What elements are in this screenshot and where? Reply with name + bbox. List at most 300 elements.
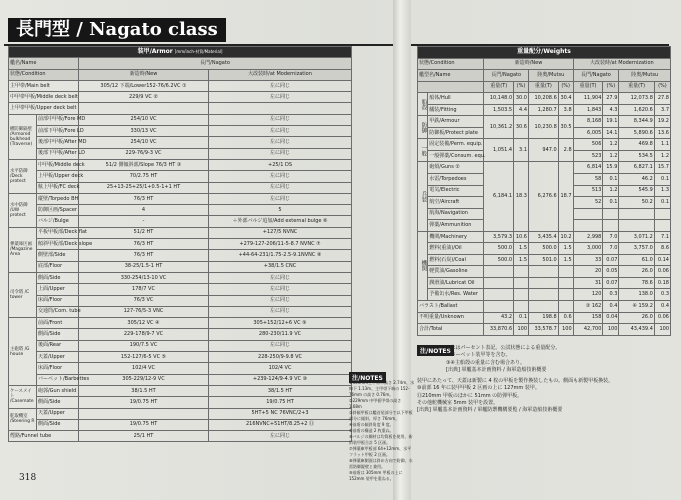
weights-row xyxy=(418,312,671,324)
armor-mod-value: 5 xyxy=(209,205,352,216)
armor-new-value: 178/7 VC xyxy=(79,284,209,295)
armor-sub-label: 交通筒/Com. tube xyxy=(37,306,79,317)
armor-new-value: 102/4 VC xyxy=(79,363,209,374)
armor-new-value: 25/1 HT xyxy=(79,431,209,442)
armor-mod-value: 左に同じ xyxy=(209,126,352,137)
armor-mod-value: 左に同じ xyxy=(209,92,352,103)
weights-mutsu-mod: 陸奥/Mutsu xyxy=(619,70,671,82)
armor-group-label: ケースメイト /Casemate xyxy=(9,385,37,408)
weights-value: 2,998 xyxy=(573,231,603,243)
armor-new-value: 229-178/9-7 VC xyxy=(79,329,209,340)
armor-band xyxy=(9,47,352,58)
weights-value xyxy=(558,289,573,301)
armor-sub-label: 後部中甲板/After MD xyxy=(37,137,79,148)
weights-value: 6,276.6 xyxy=(529,162,559,231)
armor-new-value xyxy=(79,103,209,114)
weights-value: 8,168 xyxy=(573,116,603,128)
armor-row xyxy=(9,80,352,91)
armor-new-value: 25+13-25+25/1+0.5-1+1 HT xyxy=(79,182,209,193)
armor-group-label: 司令塔 /C tower xyxy=(9,272,37,317)
weights-value: 1.3 xyxy=(654,185,670,197)
weights-group-label: 兵装 xyxy=(418,162,428,231)
weights-value: 138.0 xyxy=(619,289,654,301)
armor-row xyxy=(9,250,352,261)
weights-value: 4.3 xyxy=(603,104,619,116)
weights-value: 15.7 xyxy=(654,162,670,174)
armor-new-value: 254/10 VC xyxy=(79,114,209,125)
weights-value: 26.0 xyxy=(619,312,654,324)
armor-new-value: 76/3 HT xyxy=(79,250,209,261)
weights-value: 501.0 xyxy=(529,254,559,266)
armor-group-label: 水中防御 /UW protect xyxy=(9,193,37,227)
weights-unit-t: 重量(T) xyxy=(619,81,654,93)
armor-sub-label: 側面/Side xyxy=(37,272,79,283)
weights-value: 158 xyxy=(573,312,603,324)
weights-value: 50.2 xyxy=(619,197,654,209)
weights-item-label: 一般弾薬/Consum. equ. xyxy=(428,150,484,162)
armor-group-label: 弾薬庫区画 /Magazine Area xyxy=(9,227,37,272)
armor-row xyxy=(9,92,352,103)
armor-sub-label: 縦壁/Torpedo BH xyxy=(37,193,79,204)
weights-item-label: 航海/Navigation xyxy=(428,208,484,220)
armor-band-title: 装甲/Armor xyxy=(137,48,173,56)
weights-value: 58 xyxy=(573,174,603,186)
weights-group-label: 機関 xyxy=(418,231,428,300)
armor-mod-value: 左に同じ xyxy=(209,80,352,91)
armor-group-label: 水平防御 /Deck protect xyxy=(9,159,37,193)
armor-row xyxy=(9,397,352,408)
armor-name-label: 艦名/Name xyxy=(9,58,79,69)
weights-value: 8.6 xyxy=(654,243,670,255)
weights-value: 10,361.2 xyxy=(484,116,514,139)
armor-cond-new: 新造時/New xyxy=(79,69,209,80)
weights-value: 42,700 xyxy=(573,324,603,336)
weights-value xyxy=(514,289,529,301)
armor-mod-value: +239-124/9-4.9 VC ⑩ xyxy=(209,374,352,385)
armor-mod-value: +127/5 NVNC xyxy=(209,227,352,238)
weights-new-label: 新造時/New xyxy=(484,58,573,70)
armor-sub-label: 側面/Side xyxy=(37,397,79,408)
weights-value: 3,000 xyxy=(573,243,603,255)
armor-new-value: 229/9 VC ② xyxy=(79,92,209,103)
armor-mod-value: +38/1.5 CNC xyxy=(209,261,352,272)
weights-value: 100 xyxy=(558,324,573,336)
weights-value: 0.04 xyxy=(603,312,619,324)
weights-nagato-new: 長門/Nagato xyxy=(484,70,529,82)
weights-group-label: 一般 xyxy=(418,139,428,162)
armor-mod-value: 左に同じ xyxy=(209,171,352,182)
armor-row xyxy=(9,239,352,250)
weights-value xyxy=(619,208,654,220)
armor-sub-label: 前面/Front xyxy=(37,318,79,329)
armor-new-value: 305-229/12-9 VC xyxy=(79,374,209,385)
weights-value: 20 xyxy=(573,266,603,278)
armor-new-value: 51/2 側傾斜部/Slope 76/3 HT ③ xyxy=(79,159,209,170)
weights-value: 500.0 xyxy=(484,243,514,255)
weights-value: 43,439.4 xyxy=(619,324,654,336)
armor-new-value: 19/0.75 HT xyxy=(79,397,209,408)
armor-mod-value: 左に同じ xyxy=(209,148,352,159)
weights-item-label: 水雷/Torpedoes xyxy=(428,174,484,186)
weights-value: 18.3 xyxy=(514,162,529,231)
weights-item-label: バラスト/Ballast xyxy=(418,301,484,313)
weights-value xyxy=(484,277,514,289)
weights-value: 198.8 xyxy=(529,312,559,324)
weights-value: 11,904 xyxy=(573,93,603,105)
armor-row xyxy=(9,374,352,385)
armor-row xyxy=(9,137,352,148)
armor-new-value: 190/7.5 VC xyxy=(79,340,209,351)
weights-unit-t: 重量(T) xyxy=(573,81,603,93)
weights-row xyxy=(418,139,671,151)
weights-notes-text: ①水はパーセント表記。公試状態による重量配分。 ②バーベット装甲等を含む。 ③④主船殻の重量に含む場合あり。 [出典] 軍艦基本計画資料 / 海軍造船技術概要 xyxy=(446,345,561,373)
weights-value xyxy=(619,220,654,232)
weights-value: 30.0 xyxy=(514,93,529,105)
armor-row xyxy=(9,318,352,329)
armor-mod-value: 左に同じ xyxy=(209,284,352,295)
weights-value: 534.5 xyxy=(619,150,654,162)
weights-item-label: 予備缶水/Res. Water xyxy=(428,289,484,301)
armor-sub-label: 床面/Floor xyxy=(37,295,79,306)
weights-row xyxy=(418,116,671,128)
weights-value: 0.4 xyxy=(603,301,619,313)
weights-unit-t: 重量(T) xyxy=(484,81,514,93)
armor-notes-left: ①305mm主甲帯の高さ 2.74m、水線下 1.13m、主甲帯下端の 152-76mm の高さ 0.76m。 ②229mm 中甲板甲帯の高さ 1.68m ③斜傾甲板は艦首尾部分で以下甲板部分に傾斜、厚さ 76mm。 ④前盾の傾斜角度 9 度。 ⑤前盾の構造 2 枚重ね。 ⑥バルジの鋼材は均質板を使用、新旧装甲板合計 5 区画。 ⑦弾薬庫甲板部 64+12mm、水平フラット甲板 2 区画。 ⑧弾薬庫側面は斜め方向で防御、水雷防御縦壁と兼用。 ⑨前盾は 305mm 甲板の上に 152mm 装甲を重ねる。 xyxy=(349,380,415,481)
weights-value: 1,280.7 xyxy=(529,104,559,116)
weights-value: 1,503.5 xyxy=(484,104,514,116)
weights-value: 0.1 xyxy=(514,312,529,324)
weights-value: 523 xyxy=(573,150,603,162)
armor-band-unit: [mm/inch-材質/Material] xyxy=(174,49,223,55)
weights-value: ④ 159.2 xyxy=(619,301,654,313)
armor-sub-label: 前部中甲板/Fore MD xyxy=(37,114,79,125)
armor-new-value xyxy=(79,408,209,419)
armor-new-value: 152-127/6-5 VC ⑤ xyxy=(79,352,209,363)
weights-value: 1.5 xyxy=(514,243,529,255)
weights-value: 5,890.6 xyxy=(619,127,654,139)
armor-sub-label: バルジ/Bulge xyxy=(37,216,79,227)
weights-value: 7.0 xyxy=(603,231,619,243)
weights-value: 0.4 xyxy=(654,301,670,313)
weights-value: 78.6 xyxy=(619,277,654,289)
armor-row xyxy=(9,419,352,430)
weights-row xyxy=(418,104,671,116)
armor-mod-value: 左に同じ xyxy=(209,272,352,283)
armor-mod-value: 216NVNC+51HT/8.25+2 ⑪ xyxy=(209,419,352,430)
weights-value: 27.8 xyxy=(654,93,670,105)
weights-value xyxy=(529,277,559,289)
weights-item-label: 潤滑油/Lubricat Oil xyxy=(428,277,484,289)
weights-value: 18.7 xyxy=(558,162,573,231)
armor-mod-value: +44-64-231/1.75-2.5-9.1NVNC ⑧ xyxy=(209,250,352,261)
weights-value: 0.1 xyxy=(603,197,619,209)
weights-value: 0.1 xyxy=(654,174,670,186)
weights-value xyxy=(484,301,514,313)
weights-value xyxy=(603,208,619,220)
weights-value xyxy=(654,208,670,220)
weights-value xyxy=(603,220,619,232)
armor-new-value: 70/2.75 HT xyxy=(79,171,209,182)
weights-value: 19.2 xyxy=(654,116,670,128)
armor-mod-value: 左に同じ xyxy=(209,340,352,351)
weights-value xyxy=(484,266,514,278)
weights-value: 0.06 xyxy=(654,266,670,278)
weights-value: 100 xyxy=(514,324,529,336)
weights-value: 1.2 xyxy=(603,139,619,151)
armor-sub-label: 砲郭/Gun shield xyxy=(37,385,79,396)
weights-value: 3,757.0 xyxy=(619,243,654,255)
weights-item-label: 船体/Hull xyxy=(428,93,484,105)
armor-new-value: 76/3 HT xyxy=(79,239,209,250)
weights-value: 1.2 xyxy=(654,150,670,162)
armor-new-value: 76/3 HT xyxy=(79,193,209,204)
weights-value: 3,579.3 xyxy=(484,231,514,243)
weights-value: 31 xyxy=(573,277,603,289)
weights-value: 0.14 xyxy=(654,254,670,266)
armor-mod-value: 左に同じ xyxy=(209,306,352,317)
armor-row xyxy=(9,340,352,351)
armor-new-value: 229-76/9-3 VC xyxy=(79,148,209,159)
weights-value: 27.9 xyxy=(603,93,619,105)
armor-row xyxy=(9,171,352,182)
armor-new-value: 127-76/5-3 VNC xyxy=(79,306,209,317)
weights-row xyxy=(418,231,671,243)
weights-value: 500.0 xyxy=(529,243,559,255)
armor-new-value: 51/2 HT xyxy=(79,227,209,238)
weights-notes-head: 注/NOTES xyxy=(417,345,454,356)
weights-value: 19.1 xyxy=(603,116,619,128)
weights-value: 4.4 xyxy=(514,104,529,116)
weights-value: 2.8 xyxy=(558,139,573,162)
armor-cond-label: 状態/Condition xyxy=(9,69,79,80)
weights-value: 947.0 xyxy=(529,139,559,162)
armor-group-label: 上甲帯甲板/Upper deck belt xyxy=(9,103,79,114)
armor-row xyxy=(9,306,352,317)
page-header xyxy=(4,18,669,46)
armor-mod-value: 左に同じ xyxy=(209,295,352,306)
weights-value: 7.1 xyxy=(654,231,670,243)
armor-new-value: 330/13 VC xyxy=(79,126,209,137)
weights-value: 0.06 xyxy=(654,312,670,324)
weights-item-label: 軽質油/Gasoline xyxy=(428,266,484,278)
armor-row xyxy=(9,182,352,193)
weights-item-label: 固定装備/Perm. equip. xyxy=(428,139,484,151)
weights-value: 12,073.8 xyxy=(619,93,654,105)
weights-row xyxy=(418,289,671,301)
armor-sub-label: 傾斜甲板部/Deck slope xyxy=(37,239,79,250)
armor-sub-label: 中甲板/Middle deck xyxy=(37,159,79,170)
armor-cond-mod: 大改装時/at Modernization xyxy=(209,69,352,80)
armor-row xyxy=(9,103,352,114)
weights-value: 545.9 xyxy=(619,185,654,197)
weights-value: 33 xyxy=(573,254,603,266)
weights-ship-label: 艦型名/Name xyxy=(418,70,484,82)
weights-value xyxy=(529,289,559,301)
armor-new-value: 305/12 VC ④ xyxy=(79,318,209,329)
weights-item-label: 弾薬/Ammunition xyxy=(428,220,484,232)
armor-group-label: 煙路/Funnel tube xyxy=(9,431,79,442)
armor-mod-value: 102/4 VC xyxy=(209,363,352,374)
armor-row xyxy=(9,329,352,340)
weights-value: 10,208.6 xyxy=(529,93,559,105)
weights-value xyxy=(654,220,670,232)
weights-value: 6,827.1 xyxy=(619,162,654,174)
armor-row xyxy=(9,261,352,272)
armor-sub-label: 底部/Floor xyxy=(37,261,79,272)
weights-row xyxy=(418,243,671,255)
weights-value: 10,230.8 xyxy=(529,116,559,139)
weights-value: 30.4 xyxy=(558,93,573,105)
weights-value: 469.8 xyxy=(619,139,654,151)
weights-value xyxy=(573,220,603,232)
armor-group-label: 横防御隔壁 /Armored bulkhead (Traverse) xyxy=(9,114,37,159)
armor-new-value: 254/10 VC xyxy=(79,137,209,148)
armor-sub-label: 前部下甲板/Fore LD xyxy=(37,126,79,137)
weights-value: 1,620.6 xyxy=(619,104,654,116)
armor-group-label: 主甲帯/Main belt xyxy=(9,80,79,91)
armor-mod-value: 5HT+5 NC 76VNC/2+3 xyxy=(209,408,352,419)
armor-row xyxy=(9,193,352,204)
weights-value: 10.2 xyxy=(558,231,573,243)
armor-group-label: 中甲帯甲板/Middle deck belt xyxy=(9,92,79,103)
weights-unit-p: (%) xyxy=(603,81,619,93)
weights-value xyxy=(529,301,559,313)
armor-rows xyxy=(9,80,352,442)
weights-value: 506 xyxy=(573,139,603,151)
armor-notes-head: 注/NOTES xyxy=(349,372,386,383)
weights-value xyxy=(558,266,573,278)
armor-sub-label: 天蓋/Upper xyxy=(37,352,79,363)
armor-row xyxy=(9,227,352,238)
weights-value: 0.1 xyxy=(603,174,619,186)
weights-group-label: 防御 xyxy=(418,116,428,139)
weights-item-label: 機関/Machinery xyxy=(428,231,484,243)
armor-row xyxy=(9,216,352,227)
armor-sub-label: 防御区画/Spacer xyxy=(37,205,79,216)
armor-new-value: 76/3 VC xyxy=(79,295,209,306)
weights-item-label: 防御板/Protect plate xyxy=(428,127,484,139)
armor-group-label: 舵取機室 /Steering R xyxy=(9,408,37,431)
weights-value: 30.6 xyxy=(514,116,529,139)
armor-mod-value: 左に同じ xyxy=(209,137,352,148)
armor-sub-label: 天蓋/Upper xyxy=(37,408,79,419)
weights-value: 6,814 xyxy=(573,162,603,174)
weights-value: 0.3 xyxy=(603,289,619,301)
armor-row xyxy=(9,148,352,159)
weights-unit-p: (%) xyxy=(654,81,670,93)
armor-new-value: - xyxy=(79,216,209,227)
weights-value: 1.1 xyxy=(654,139,670,151)
weights-row xyxy=(418,254,671,266)
weights-mod-label: 大改装時/at Modernization xyxy=(573,58,670,70)
weights-value xyxy=(514,301,529,313)
armor-new-value: 38/1.5 HT xyxy=(79,385,209,396)
armor-sub-label: 平板甲板部/Deck flat xyxy=(37,227,79,238)
weights-value: 120 xyxy=(573,289,603,301)
armor-row xyxy=(9,295,352,306)
weights-row xyxy=(418,324,671,336)
weights-item-label: 艤装/Fitting xyxy=(428,104,484,116)
armor-mod-value: +279-127-206/11-5-8.7 NVNC ⑦ xyxy=(209,239,352,250)
armor-sub-label: 後面/Rear xyxy=(37,340,79,351)
weights-value: 0.3 xyxy=(654,289,670,301)
armor-new-value: 305/12 下端/Lower152-76/6.2VC ① xyxy=(79,80,209,91)
weights-value: 26.0 xyxy=(619,266,654,278)
weights-value: 46.2 xyxy=(619,174,654,186)
weights-unit-blank xyxy=(418,81,484,93)
armor-sub-label: 側壁部/Side xyxy=(37,250,79,261)
armor-row xyxy=(9,431,352,442)
weights-nagato-mod: 長門/Nagato xyxy=(573,70,619,82)
page-number: 318 xyxy=(19,473,37,483)
weights-value: 0.07 xyxy=(603,277,619,289)
armor-mod-value: 左に同じ xyxy=(209,431,352,442)
weights-value: 1.5 xyxy=(558,243,573,255)
weights-value: 0.18 xyxy=(654,277,670,289)
weights-item-label: 電気/Electric xyxy=(428,185,484,197)
weights-value xyxy=(514,277,529,289)
armor-mod-value: 左に同じ xyxy=(209,114,352,125)
weights-value: 3.1 xyxy=(514,139,529,162)
weights-item-label: 航空/Aircraft xyxy=(428,197,484,209)
weights-value: 1.5 xyxy=(514,254,529,266)
weights-value: 33,870.6 xyxy=(484,324,514,336)
armor-row xyxy=(9,114,352,125)
armor-mod-value: 19/0.75 HT xyxy=(209,397,352,408)
armor-table xyxy=(8,46,352,442)
weights-row xyxy=(418,301,671,313)
armor-sub-label: バーベット/Barbettes xyxy=(37,374,79,385)
weights-value xyxy=(558,301,573,313)
weights-row xyxy=(418,277,671,289)
weights-band: 重量配分/Weights xyxy=(418,47,671,59)
armor-row xyxy=(9,284,352,295)
weights-item-label: 燃料(重油)/Oil xyxy=(428,243,484,255)
armor-mod-value xyxy=(209,103,352,114)
weights-value: 1.2 xyxy=(603,185,619,197)
weights-value xyxy=(484,289,514,301)
weights-mutsu-new: 陸奥/Mutsu xyxy=(529,70,574,82)
armor-group-label: 主砲塔 /G house xyxy=(9,318,37,386)
weights-item-label: 不明重量/Unknown xyxy=(418,312,484,324)
weights-value: 6,184.1 xyxy=(484,162,514,231)
weights-table xyxy=(417,46,671,336)
weights-value: 1,843 xyxy=(573,104,603,116)
weights-value: 10.6 xyxy=(514,231,529,243)
armor-row xyxy=(9,205,352,216)
armor-mod-value: 305+152/12+6 VC ⑨ xyxy=(209,318,352,329)
weights-value: 100 xyxy=(654,324,670,336)
weights-value: 7.0 xyxy=(603,243,619,255)
armor-mod-value: 228-250/9-9.8 VC xyxy=(209,352,352,363)
weights-item-label: 燃料(石炭)/Coal xyxy=(428,254,484,266)
weights-row xyxy=(418,162,671,174)
armor-row xyxy=(9,385,352,396)
armor-mod-value: +25/1 DS xyxy=(209,159,352,170)
weights-unit-t: 重量(T) xyxy=(529,81,559,93)
weights-value: 513 xyxy=(573,185,603,197)
armor-sub-label: 側面/Side xyxy=(37,419,79,430)
weights-value: 14.1 xyxy=(603,127,619,139)
weights-value: 13.6 xyxy=(654,127,670,139)
armor-new-value: 4 xyxy=(79,205,209,216)
weights-value: 33,578.7 xyxy=(529,324,559,336)
weights-value: 0.6 xyxy=(558,312,573,324)
armor-row xyxy=(9,408,352,419)
armor-sub-label: 上面/Upper xyxy=(37,284,79,295)
weights-value: 0.1 xyxy=(654,197,670,209)
armor-row xyxy=(9,126,352,137)
